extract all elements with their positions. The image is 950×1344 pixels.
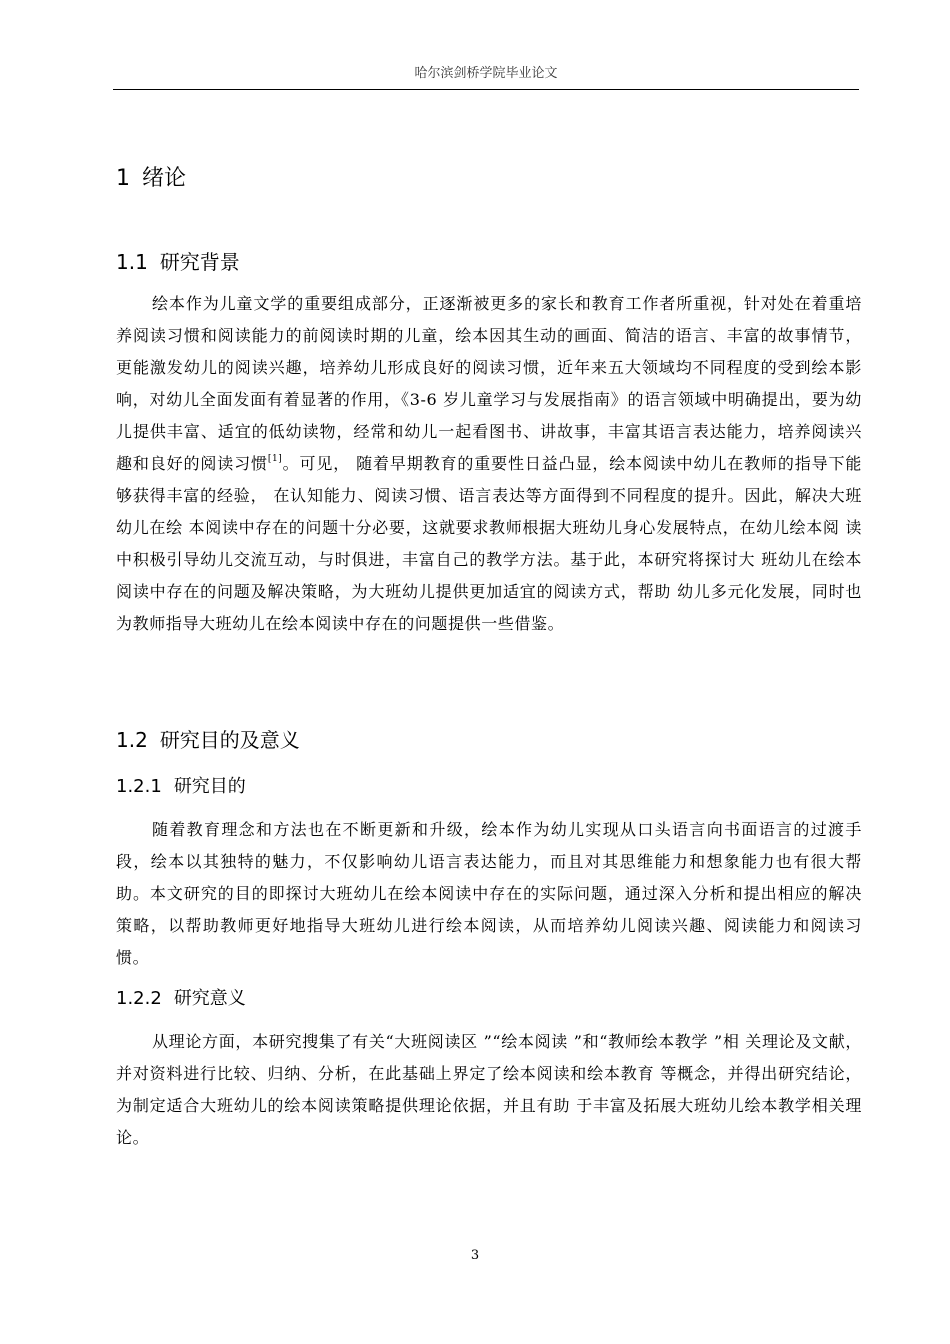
subsection-number: 1.2.1 <box>116 776 162 797</box>
background-paragraph <box>116 288 862 640</box>
section-title: 研究目的及意义 <box>159 728 300 752</box>
page-number: 3 <box>470 1248 480 1263</box>
background-text-part1: 绘本作为儿童文学的重要组成部分，正逐渐被更多的家长和教育工作者所重视，针对处在着重培养阅读习惯和阅读能力的前阅读时期的儿童，绘本因其生动的画面、简洁的语言、丰富的故事情节，更能激发幼儿的阅读兴趣，培养幼儿形成良好的阅读习惯，近年来五大领域均不同程度的受到绘本影响，对幼儿全面发面有着显著的作用，《3-6 岁儿童学习与发展指南》的语言领域中明确提出，要为幼儿提供丰富、适宜的低幼读物，经常和幼儿一起看图书、讲故事，丰富其语言表达能力，培养阅读兴趣和良好的阅读习惯 <box>116 294 862 473</box>
subsection-number: 1.2.2 <box>116 988 162 1009</box>
citation-marker: [1] <box>267 454 283 464</box>
chapter-number: 1 <box>116 166 130 191</box>
subsection-heading-purpose <box>116 774 246 800</box>
chapter-title: 绪论 <box>142 166 187 191</box>
purpose-paragraph: 随着教育理念和方法也在不断更新和升级，绘本作为幼儿实现从口头语言向书面语言的过渡手段，绘本以其独特的魅力，不仅影响幼儿语言表达能力，而且对其思维能力和想象能力也有很大帮助。本文研究的目的即探讨大班幼儿在绘本阅读中存在的实际问题，通过深入分析和提出相应的解决策略，以帮助教师更好地指导大班幼儿进行绘本阅读，从而培养幼儿阅读兴趣、阅读能力和阅读习惯。 <box>116 820 862 967</box>
background-text-part2: 。可见， 随着早期教育的重要性日益凸显，绘本阅读中幼儿在教师的指导下能够获得丰富的经验， 在认知能力、阅读习惯、语言表达等方面得到不同程度的提升。因此，解决大班幼儿在绘 本阅读中存在的问题十分必要，这就要求教师根据大班幼儿身心发展特点，在幼儿绘本阅 读中积极引导幼儿交流互动，与时俱进，丰富自己的教学方法。基于此，本研究将探讨大 班幼儿在绘本阅读中存在的问题及解决策略，为大班幼儿提供更加适宜的阅读方式，帮助 幼儿多元化发展，同时也为教师指导大班幼儿在绘本阅读中存在的问题提供一些借鉴。 <box>116 454 862 633</box>
subsection-title: 研究意义 <box>173 988 246 1009</box>
header-title: 哈尔滨剑桥学院毕业论文 <box>414 66 558 81</box>
section-number: 1.1 <box>116 250 148 274</box>
subsection-heading-significance <box>116 986 246 1012</box>
section-title: 研究背景 <box>159 250 240 274</box>
section-heading-purpose-significance <box>116 726 300 754</box>
section-number: 1.2 <box>116 728 148 752</box>
subsection-title: 研究目的 <box>173 776 246 797</box>
section-heading-background <box>116 248 240 276</box>
chapter-heading <box>116 164 186 194</box>
page-header <box>113 66 859 90</box>
significance-paragraph: 从理论方面，本研究搜集了有关“大班阅读区 ”“绘本阅读 ”和“教师绘本教学 ”相 关理论及文献，并对资料进行比较、归纳、分析，在此基础上界定了绘本阅读和绘本教育 等概念，并得出研究结论，为制定适合大班幼儿的绘本阅读策略提供理论依据，并且有助 于丰富及拓展大班幼儿绘本教学相关理论。 <box>116 1032 862 1147</box>
